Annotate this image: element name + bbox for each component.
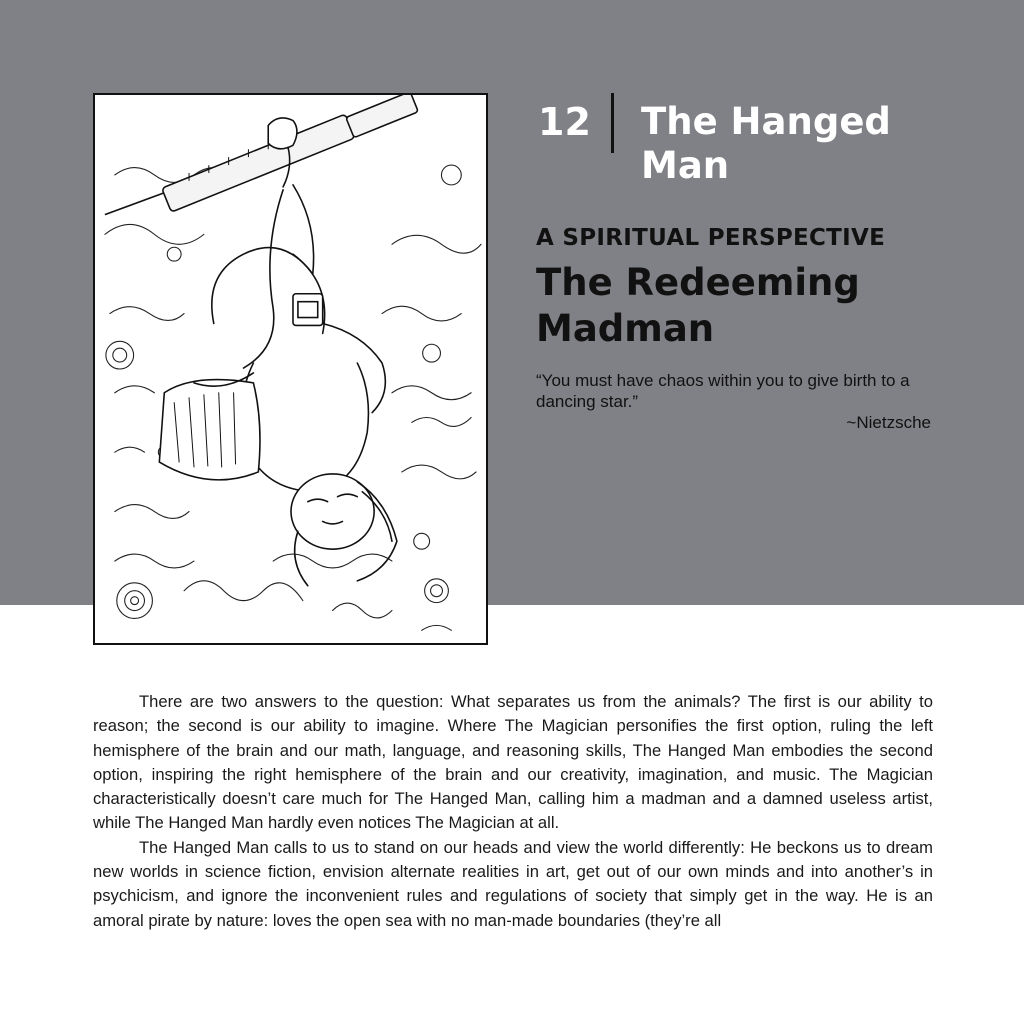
hanged-man-drawing	[95, 95, 486, 643]
body-paragraph: There are two answers to the question: What separates us from the animals? The first is our ability to reason; the second is our ability to imagine. Where The Magician personifies the first option, ruling the left hemisphere of the brain and our math, language, and reasoning skills, The Hanged Man embodies the second option, inspiring the right hemisphere of the brain and our creativity, imagination, and music. The Magician characteristically doesn’t care much for The Hanged Man, calling him a madman and a damned useless artist, while The Hanged Man hardly even notices The Magician at all.	[93, 692, 933, 833]
section-label: A SPIRITUAL PERSPECTIVE	[536, 225, 886, 251]
section-title: The Redeeming Madman	[536, 261, 860, 350]
hanged-man-illustration	[93, 93, 488, 645]
chapter-number: 12	[538, 100, 591, 144]
epigraph-attribution: ~Nietzsche	[846, 413, 931, 432]
chapter-divider	[611, 93, 614, 153]
body-text	[93, 690, 933, 933]
epigraph-quote: “You must have chaos within you to give birth to a dancing star.”	[536, 371, 910, 411]
body-paragraph: The Hanged Man calls to us to stand on our heads and view the world differently: He beckons us to dream new worlds in science fiction, envision alternate realities in art, get out of our own minds and into another’s in psychicism, and ignore the inconvenient rules and regulations of society that simply get in the way. He is an amoral pirate by nature: loves the open sea with no man-made boundaries (they’re all	[93, 837, 933, 930]
chapter-title: The Hanged Man	[641, 100, 891, 187]
